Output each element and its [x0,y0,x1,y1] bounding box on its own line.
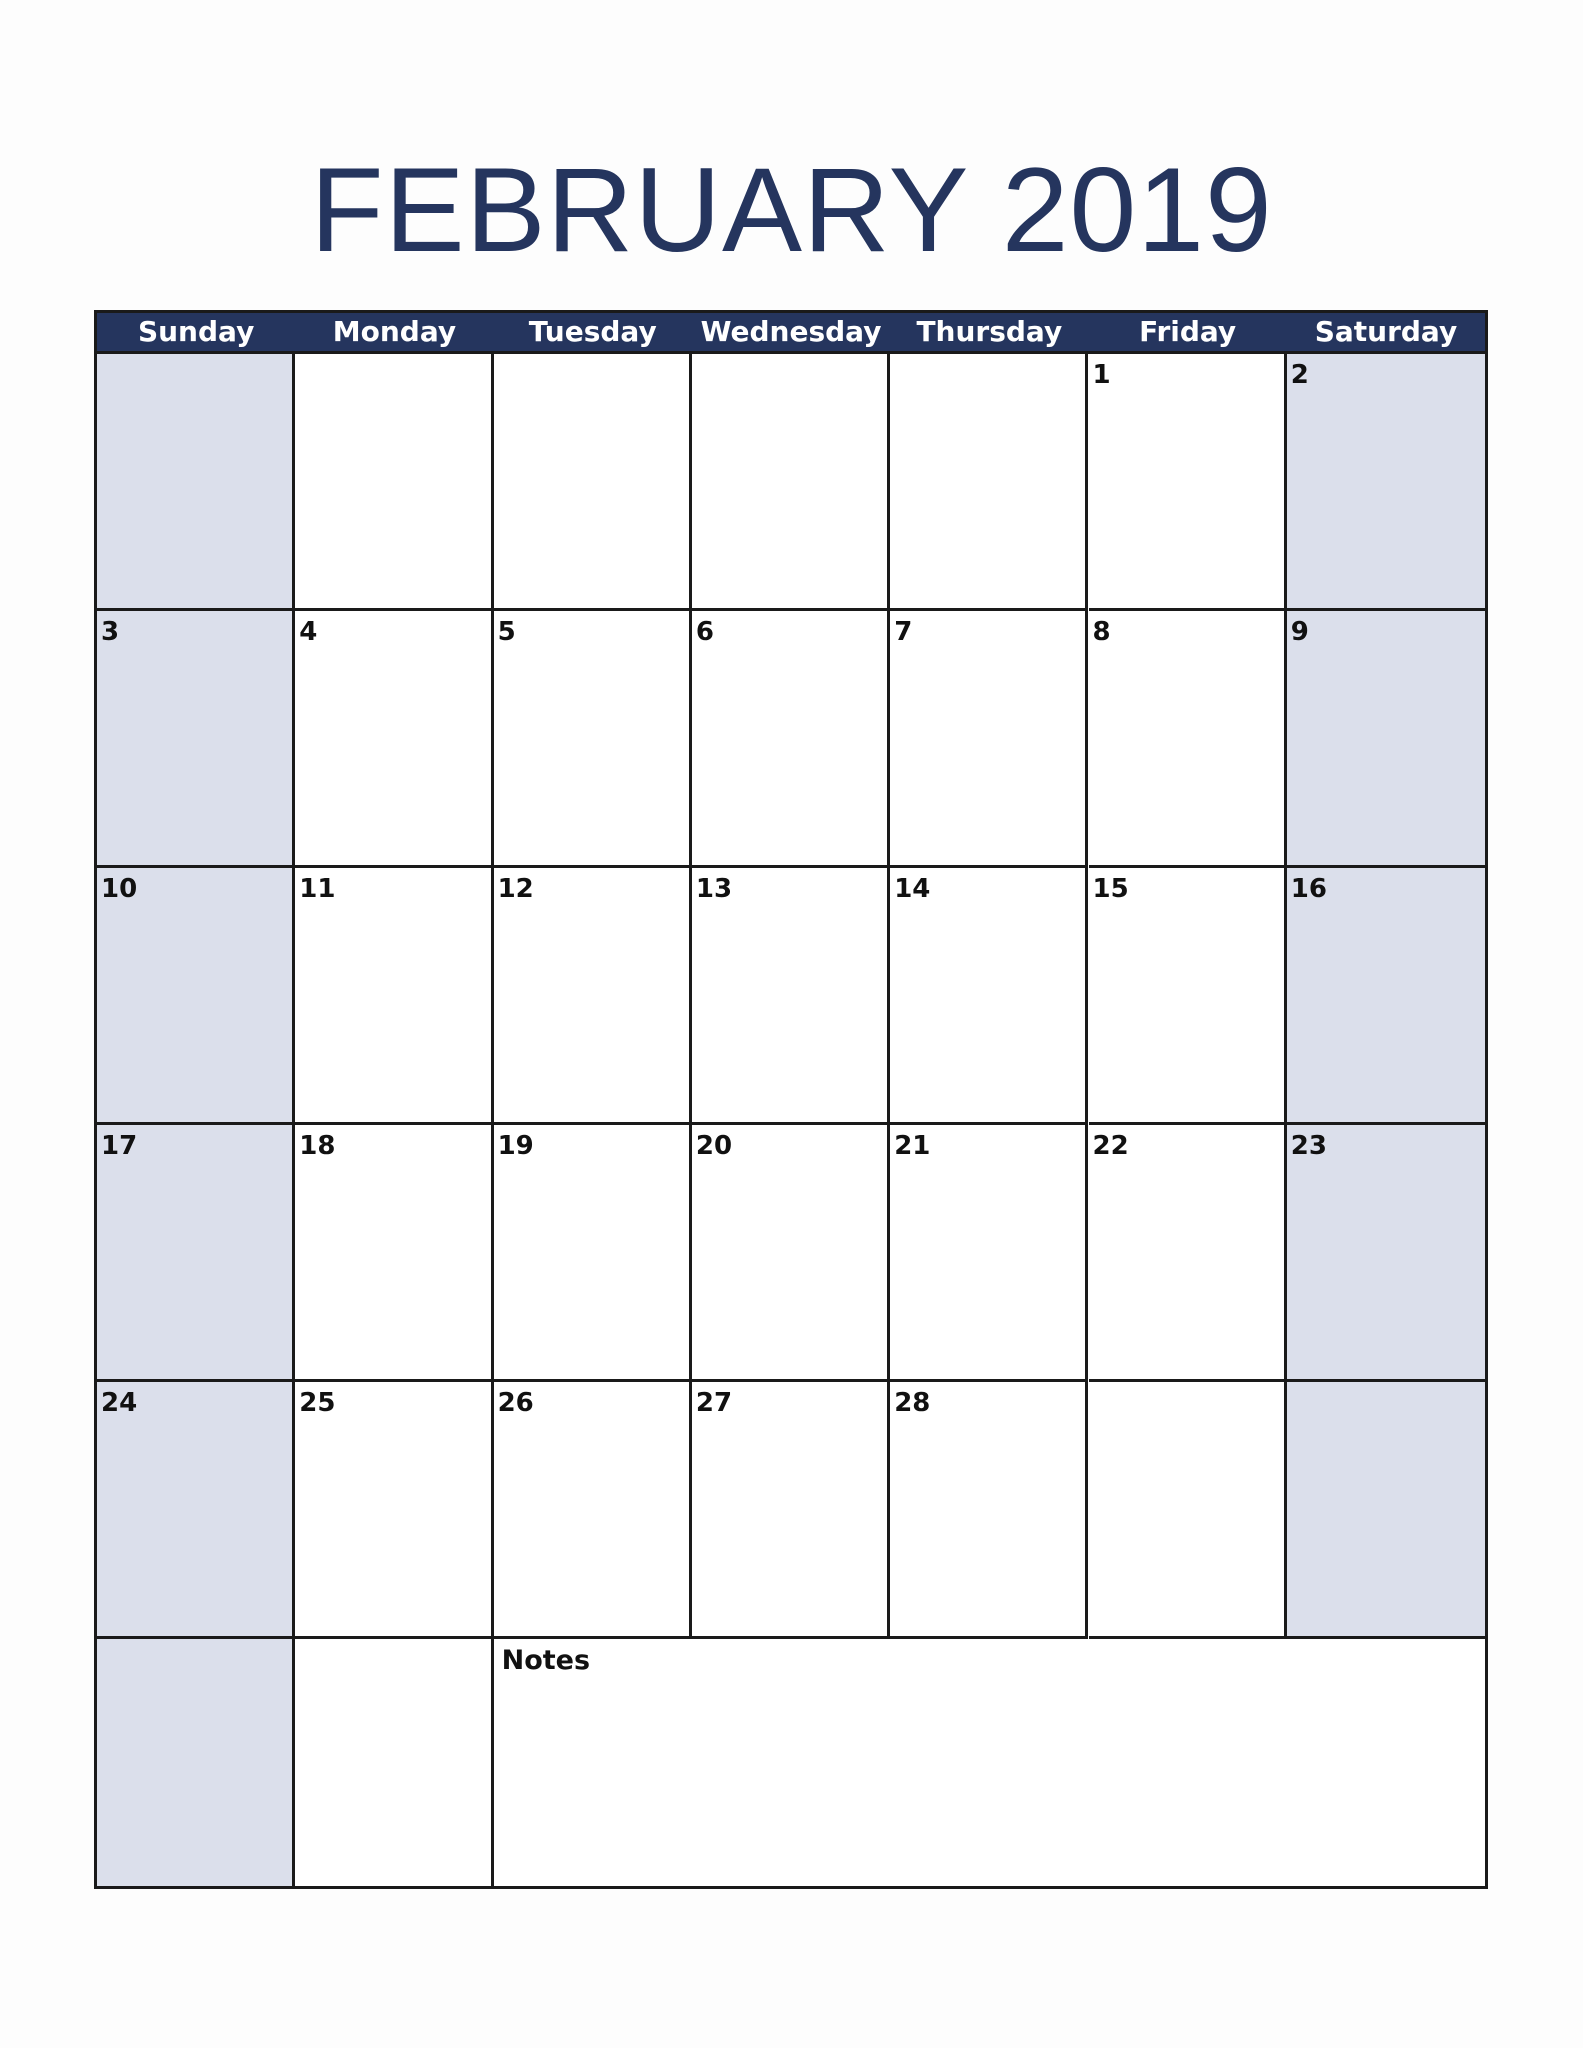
day-number: 3 [101,617,120,647]
weekday-header-saturday: Saturday [1314,315,1458,348]
day-cell-2[interactable] [1287,354,1485,611]
day-cell-3[interactable] [97,611,295,868]
day-cell-26[interactable] [494,1382,692,1639]
day-cell-27[interactable] [692,1382,890,1639]
day-number: 6 [695,617,714,647]
day-number: 27 [695,1388,733,1418]
day-number: 12 [497,874,534,904]
day-cell-16[interactable] [1287,868,1485,1125]
day-cell-7[interactable] [890,611,1088,868]
day-number: 28 [894,1388,931,1418]
day-cell-1[interactable] [1089,354,1287,611]
day-number: 16 [1290,874,1327,904]
day-number: 22 [1092,1131,1129,1161]
day-cell-4[interactable] [295,611,493,868]
weekday-header-monday: Monday [332,315,457,348]
day-number: 4 [299,617,318,647]
notes-label: Notes [501,1645,591,1676]
day-cell-24[interactable] [97,1382,295,1639]
empty-day-cell[interactable] [97,354,295,611]
day-cell-25[interactable] [295,1382,493,1639]
empty-day-cell[interactable] [890,354,1088,611]
day-number: 17 [101,1131,138,1161]
empty-day-cell[interactable] [1089,1382,1287,1639]
empty-day-cell[interactable] [692,354,890,611]
day-number: 1 [1092,360,1111,390]
day-cell-23[interactable] [1287,1125,1485,1382]
empty-day-cell[interactable] [1287,1382,1485,1639]
weekday-header-thursday: Thursday [916,315,1063,348]
day-number: 11 [299,874,336,904]
empty-day-cell[interactable] [295,354,493,611]
calendar-title: FEBRUARY 2019 [310,143,1273,277]
day-number: 14 [894,874,931,904]
day-cell-10[interactable] [97,868,295,1125]
day-cell-28[interactable] [890,1382,1088,1639]
weekday-header-wednesday: Wednesday [700,315,882,348]
day-cell-20[interactable] [692,1125,890,1382]
day-cell-11[interactable] [295,868,493,1125]
day-cell-12[interactable] [494,868,692,1125]
weekday-header-friday: Friday [1139,315,1237,348]
day-number: 24 [101,1388,138,1418]
day-cell-22[interactable] [1089,1125,1287,1382]
day-number: 19 [497,1131,534,1161]
empty-day-cell[interactable] [494,354,692,611]
day-number: 13 [695,874,733,904]
day-number: 2 [1290,360,1309,390]
empty-day-cell[interactable] [295,1639,493,1886]
day-number: 26 [497,1388,534,1418]
day-number: 5 [497,617,516,647]
day-cell-19[interactable] [494,1125,692,1382]
day-cell-9[interactable] [1287,611,1485,868]
day-number: 20 [695,1131,733,1161]
empty-day-cell[interactable] [97,1639,295,1886]
calendar-grid [94,310,1488,1889]
notes-area[interactable] [494,1639,1485,1886]
day-cell-21[interactable] [890,1125,1088,1382]
day-cell-13[interactable] [692,868,890,1125]
day-number: 23 [1290,1131,1327,1161]
day-cell-17[interactable] [97,1125,295,1382]
weekday-header-tuesday: Tuesday [528,315,657,348]
weekday-header-row [97,313,1485,354]
day-cell-15[interactable] [1089,868,1287,1125]
day-number: 7 [894,617,913,647]
day-number: 8 [1092,617,1111,647]
weekday-header-sunday: Sunday [137,315,255,348]
day-number: 21 [894,1131,931,1161]
day-number: 25 [299,1388,336,1418]
day-cell-8[interactable] [1089,611,1287,868]
day-number: 15 [1092,874,1129,904]
day-number: 18 [299,1131,336,1161]
day-cell-18[interactable] [295,1125,493,1382]
day-cell-14[interactable] [890,868,1088,1125]
day-number: 9 [1290,617,1309,647]
day-number: 10 [101,874,138,904]
day-cell-6[interactable] [692,611,890,868]
day-cell-5[interactable] [494,611,692,868]
